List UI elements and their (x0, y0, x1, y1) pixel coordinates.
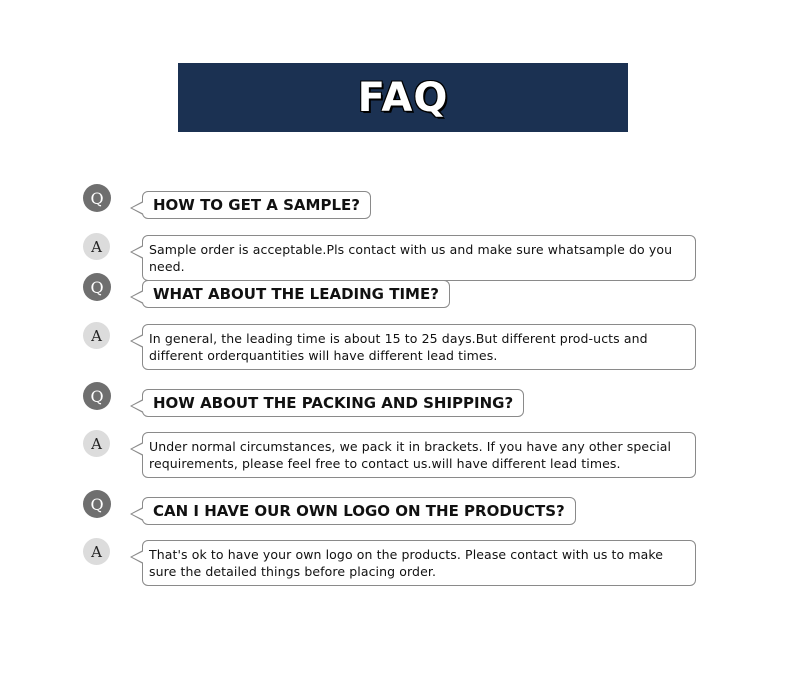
page-title: FAQ (357, 74, 449, 121)
faq-answer-1: Sample order is acceptable.Pls contact with us and make sure whatsample do you need. (142, 235, 696, 281)
answer-badge-icon: A (83, 233, 110, 260)
faq-question-4: CAN I HAVE OUR OWN LOGO ON THE PRODUCTS? (142, 497, 576, 525)
faq-answer-3: Under normal circumstances, we pack it in brackets. If you have any other special requirements, please feel free to contact us.will have different lead times. (142, 432, 696, 478)
faq-question-1: HOW TO GET A SAMPLE? (142, 191, 371, 219)
question-badge-icon: Q (83, 382, 111, 410)
answer-badge-icon: A (83, 538, 110, 565)
answer-badge-icon: A (83, 430, 110, 457)
answer-badge-icon: A (83, 322, 110, 349)
faq-question-3: HOW ABOUT THE PACKING AND SHIPPING? (142, 389, 524, 417)
faq-banner (178, 63, 628, 132)
faq-answer-4: That's ok to have your own logo on the products. Please contact with us to make sure the detailed things before placing order. (142, 540, 696, 586)
faq-question-2: WHAT ABOUT THE LEADING TIME? (142, 280, 450, 308)
question-badge-icon: Q (83, 490, 111, 518)
faq-answer-2: In general, the leading time is about 15 to 25 days.But different prod-ucts and different orderquantities will have different lead times. (142, 324, 696, 370)
question-badge-icon: Q (83, 273, 111, 301)
question-badge-icon: Q (83, 184, 111, 212)
